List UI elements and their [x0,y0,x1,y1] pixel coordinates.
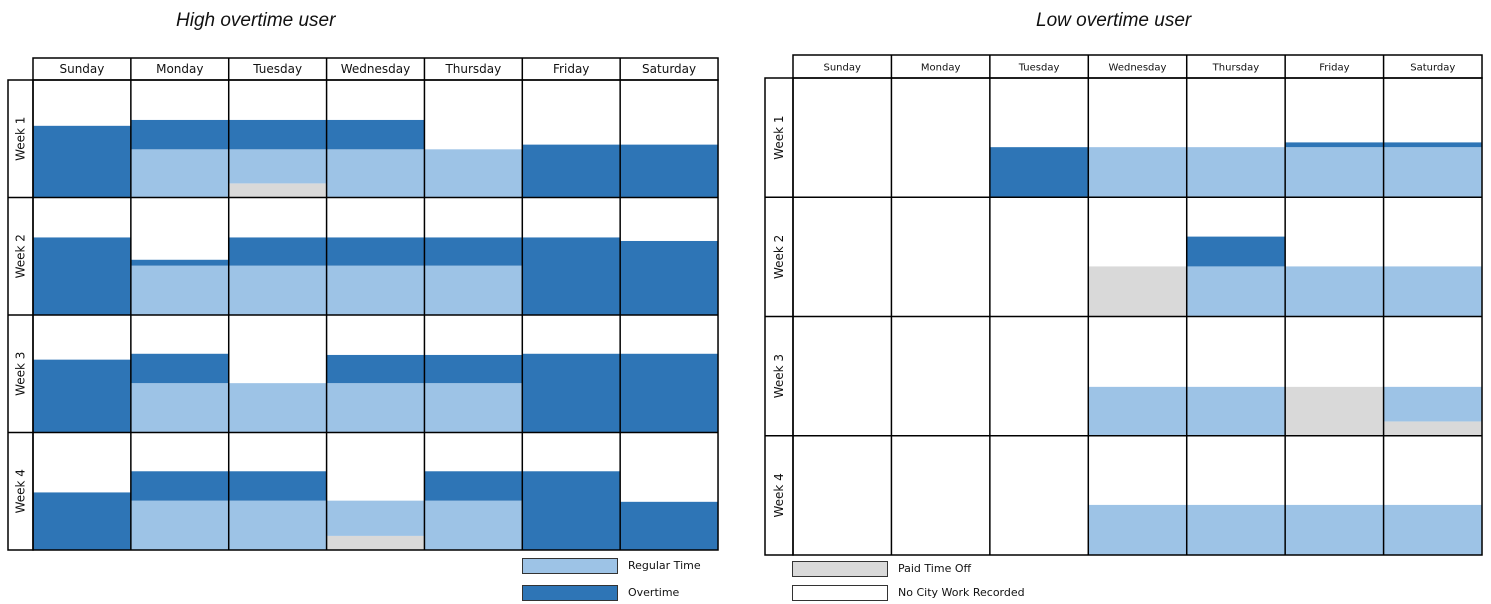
low-cell-week3-friday-pto [1285,387,1383,436]
high-day-label-friday: Friday [553,62,590,76]
low-cell-week1-saturday-overtime [1384,142,1482,147]
high-cell-week2-thursday-overtime [424,237,522,265]
high-cell-week3-thursday-regular [424,383,522,432]
legend-label-overtime: Overtime [628,586,680,599]
high-cell-week4-wednesday-pto [327,536,425,550]
high-cell-week1-monday-overtime [131,120,229,149]
high-cell-week1-thursday-regular [424,149,522,197]
high-cell-week3-tuesday-regular [229,383,327,432]
high-cell-week3-saturday-overtime [620,354,718,433]
high-cell-week1-sunday-overtime [33,126,131,198]
low-cell-week3-wednesday-regular [1088,387,1186,436]
low-cell-week2-thursday-overtime [1187,237,1285,267]
high-cell-week2-friday-overtime [522,237,620,315]
high-week-label-week3: Week 3 [13,351,28,396]
low-cell-week1-friday-overtime [1285,142,1383,147]
chart-title-low-overtime: Low overtime user [1036,10,1192,31]
low-day-label-friday: Friday [1319,62,1350,74]
high-cell-week4-sunday-overtime [33,492,131,550]
high-cell-week1-tuesday-regular [229,149,327,183]
low-cell-week1-tuesday-overtime [990,147,1088,197]
high-cell-week4-monday-overtime [131,471,229,500]
low-cell-week3-thursday-regular [1187,387,1285,436]
high-cell-week2-monday-regular [131,266,229,315]
legend-swatch-no-city-work [792,585,888,601]
high-cell-week1-tuesday-pto [229,183,327,197]
high-cell-week2-thursday-regular [424,266,522,315]
legend-label-regular-time: Regular Time [628,559,701,572]
high-day-label-saturday: Saturday [642,62,697,76]
high-cell-week4-friday-overtime [522,471,620,550]
high-cell-week2-monday-overtime [131,260,229,266]
legend-label-paid-time-off: Paid Time Off [898,562,972,575]
low-cell-week4-friday-regular [1285,505,1383,555]
low-cell-week1-thursday-regular [1187,147,1285,197]
low-cell-week1-saturday-regular [1384,147,1482,197]
high-cell-week2-sunday-overtime [33,237,131,315]
low-cell-week2-saturday-regular [1384,266,1482,316]
low-cell-week2-wednesday-pto [1088,266,1186,316]
high-cell-week3-sunday-overtime [33,360,131,433]
high-cell-week3-monday-regular [131,383,229,432]
high-cell-week4-saturday-overtime [620,502,718,550]
low-cell-week3-saturday-pto [1384,421,1482,435]
high-cell-week3-friday-overtime [522,354,620,433]
high-cell-week2-wednesday-overtime [327,237,425,265]
high-cell-week1-tuesday-overtime [229,120,327,149]
low-cell-week1-friday-regular [1285,147,1383,197]
high-cell-week1-wednesday-regular [327,149,425,197]
low-week-label-week3: Week 3 [772,353,786,399]
low-cell-week4-thursday-regular [1187,505,1285,555]
high-cell-week3-thursday-overtime [424,355,522,383]
high-cell-week1-monday-regular [131,149,229,197]
high-cell-week4-wednesday-regular [327,501,425,536]
low-cell-week4-wednesday-regular [1088,505,1186,555]
high-cell-week2-wednesday-regular [327,266,425,315]
low-day-label-saturday: Saturday [1410,62,1456,74]
legend-swatch-overtime [522,585,618,601]
low-day-label-thursday: Thursday [1212,62,1260,74]
high-cell-week2-tuesday-regular [229,266,327,315]
low-day-label-wednesday: Wednesday [1108,62,1167,74]
high-cell-week2-saturday-overtime [620,241,718,315]
low-day-label-monday: Monday [920,62,961,74]
high-cell-week4-thursday-overtime [424,471,522,500]
legend-swatch-paid-time-off [792,561,888,577]
low-week-label-week4: Week 4 [772,473,786,518]
low-day-label-tuesday: Tuesday [1018,62,1060,74]
high-day-label-monday: Monday [156,62,204,76]
high-day-label-thursday: Thursday [445,62,502,76]
low-cell-week4-saturday-regular [1384,505,1482,555]
high-cell-week4-tuesday-regular [229,501,327,550]
high-cell-week3-wednesday-overtime [327,355,425,383]
low-cell-week1-wednesday-regular [1088,147,1186,197]
low-cell-week2-friday-regular [1285,266,1383,316]
high-day-label-wednesday: Wednesday [340,62,411,76]
legend-swatch-regular-time [522,558,618,574]
high-cell-week1-friday-overtime [522,145,620,198]
legend-label-no-city-work: No City Work Recorded [898,586,1025,599]
high-cell-week4-thursday-regular [424,501,522,550]
high-day-label-sunday: Sunday [59,62,105,76]
high-week-label-week4: Week 4 [13,469,28,514]
high-week-label-week2: Week 2 [13,234,28,279]
low-day-label-sunday: Sunday [823,62,861,74]
high-cell-week1-wednesday-overtime [327,120,425,149]
high-week-label-week1: Week 1 [13,116,28,161]
low-week-label-week1: Week 1 [772,115,786,160]
low-week-label-week2: Week 2 [772,234,786,280]
chart-title-high-overtime: High overtime user [176,10,336,31]
low-cell-week2-thursday-regular [1187,266,1285,316]
high-day-label-tuesday: Tuesday [253,62,303,76]
high-cell-week3-wednesday-regular [327,383,425,432]
high-cell-week3-monday-overtime [131,354,229,383]
high-cell-week2-tuesday-overtime [229,237,327,265]
high-cell-week4-monday-regular [131,501,229,550]
high-cell-week4-tuesday-overtime [229,471,327,500]
high-cell-week1-saturday-overtime [620,145,718,198]
low-cell-week3-saturday-regular [1384,387,1482,422]
